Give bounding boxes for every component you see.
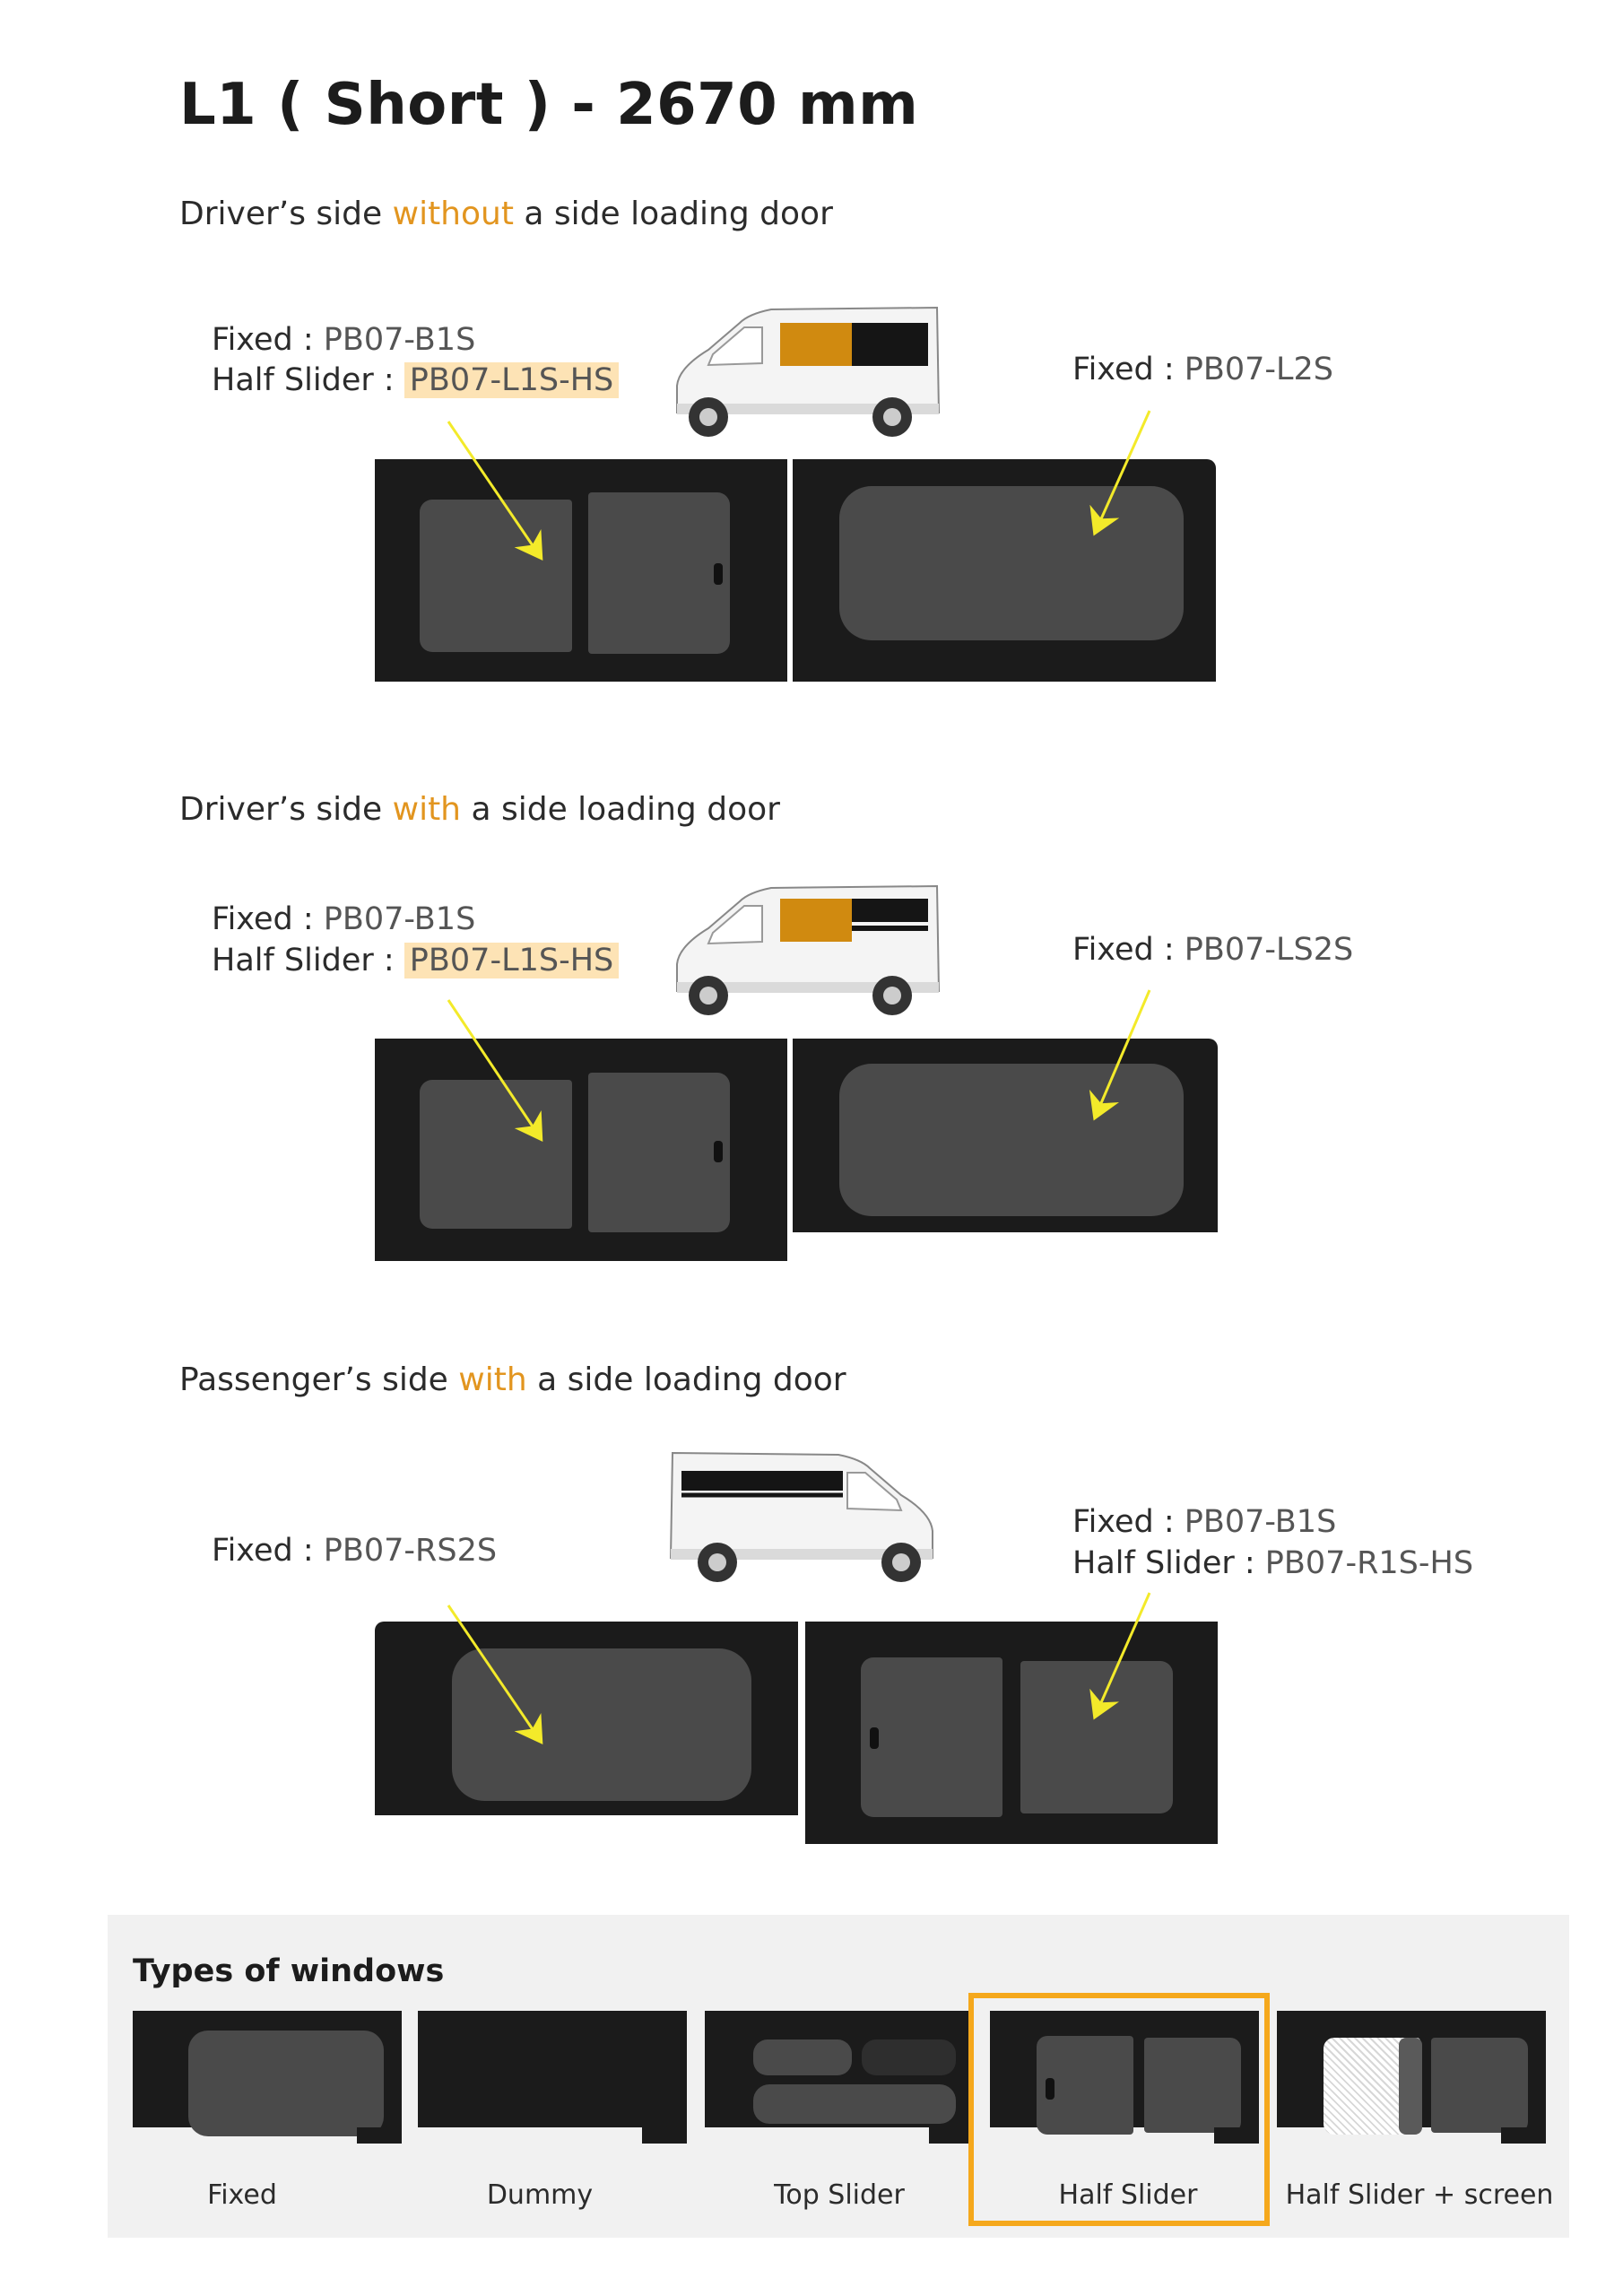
- van-driver-side-icon: [659, 300, 946, 444]
- dummy-window-icon: [418, 2011, 687, 2127]
- s2-left-fixed-pane: [420, 1080, 572, 1229]
- section-2-heading: Driver’s side with a side loading door: [179, 791, 780, 828]
- s1-right-fixed-label: Fixed : PB07-L2S: [1072, 352, 1334, 387]
- type-half-slider-label: Half Slider: [1058, 2179, 1198, 2211]
- section-1-heading: Driver’s side without a side loading door: [179, 196, 833, 232]
- type-fixed[interactable]: [133, 2011, 402, 2181]
- latch-icon: [870, 1727, 879, 1749]
- s3-right-slider-pane: [861, 1657, 1002, 1817]
- s2-right-window-panel: [793, 1039, 1218, 1232]
- s1-right-fixed-pane: [839, 486, 1184, 640]
- s2-left-slider-pane: [588, 1073, 730, 1232]
- van-driver-side-door-icon: [659, 879, 946, 1022]
- van-passenger-side-icon: [664, 1446, 950, 1589]
- s1-left-fixed-pane: [420, 500, 572, 652]
- type-half-slider-screen[interactable]: [1277, 2011, 1546, 2181]
- top-slider-window-icon: [705, 2011, 974, 2127]
- type-top-slider-label: Top Slider: [774, 2179, 905, 2211]
- s1-left-slider-pane: [588, 492, 730, 654]
- s3-left-window-panel: [375, 1622, 798, 1815]
- s3-right-fixed-pane: [1020, 1661, 1173, 1813]
- s3-half-slider-label: Half Slider : PB07-R1S-HS: [1072, 1545, 1474, 1581]
- s1-left-window-panel: [375, 459, 787, 682]
- latch-icon: [714, 563, 723, 585]
- s1-half-slider-label: Half Slider : PB07-L1S-HS: [212, 360, 619, 401]
- page-title: L1 ( Short ) - 2670 mm: [179, 72, 919, 138]
- half-slider-screen-window-icon: [1277, 2011, 1546, 2127]
- latch-icon: [714, 1141, 723, 1162]
- types-title: Types of windows: [133, 1953, 445, 1989]
- fixed-window-icon: [133, 2011, 402, 2127]
- selected-type-frame: [968, 1993, 1270, 2226]
- type-fixed-label: Fixed: [207, 2179, 277, 2211]
- type-half-slider-screen-label: Half Slider + screen: [1285, 2179, 1554, 2211]
- s3-right-window-panel: [805, 1622, 1218, 1844]
- s3-left-fixed-label: Fixed : PB07-RS2S: [212, 1533, 498, 1569]
- s2-left-window-panel: [375, 1039, 787, 1261]
- s2-fixed-label: Fixed : PB07-B1S: [212, 901, 476, 937]
- type-top-slider[interactable]: [705, 2011, 974, 2181]
- type-dummy-label: Dummy: [486, 2179, 594, 2211]
- s2-right-fixed-pane: [839, 1064, 1184, 1216]
- s1-right-window-panel: [793, 459, 1216, 682]
- s2-half-slider-label: Half Slider : PB07-L1S-HS: [212, 940, 619, 981]
- type-dummy[interactable]: [418, 2011, 687, 2181]
- s2-right-fixed-label: Fixed : PB07-LS2S: [1072, 932, 1354, 968]
- s1-fixed-label: Fixed : PB07-B1S: [212, 322, 476, 358]
- section-3-heading: Passenger’s side with a side loading door: [179, 1361, 846, 1398]
- s3-left-fixed-pane: [452, 1648, 751, 1801]
- s3-right-fixed-label: Fixed : PB07-B1S: [1072, 1504, 1337, 1540]
